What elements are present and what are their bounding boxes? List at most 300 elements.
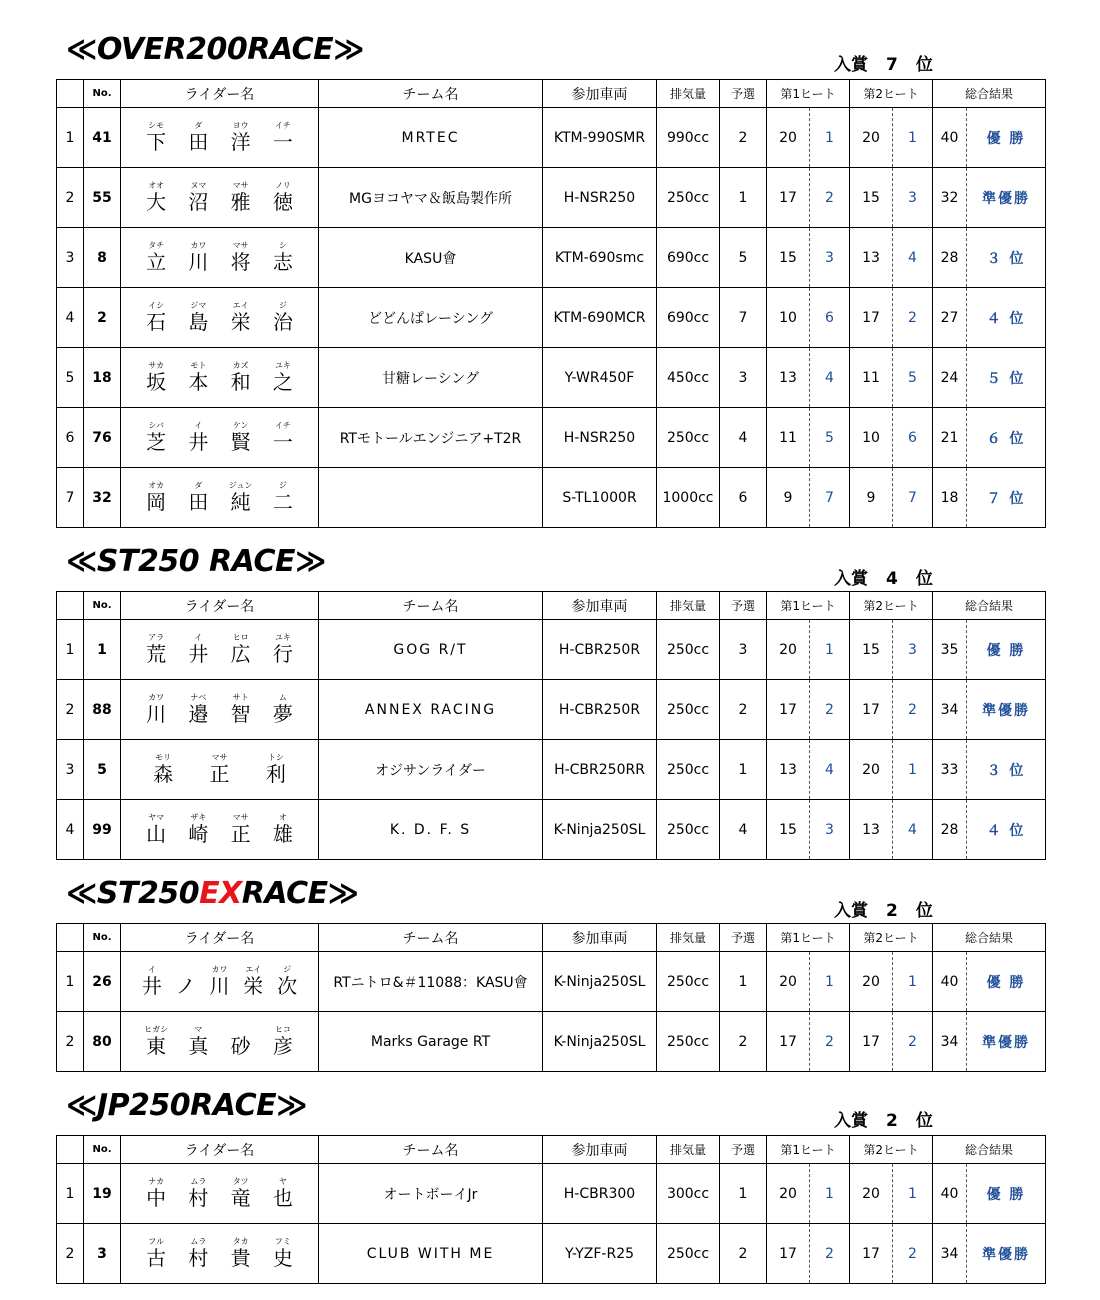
- header-qualify: 予選: [720, 924, 767, 952]
- rider-furigana: イ: [194, 421, 203, 430]
- rider-kanji: 井: [188, 430, 209, 454]
- displacement: 250cc: [657, 680, 720, 740]
- displacement: 450cc: [657, 348, 720, 408]
- table-row: [57, 740, 1046, 800]
- rider-number: 88: [84, 680, 121, 740]
- total-points: 34: [933, 680, 967, 740]
- rider-number: 18: [84, 348, 121, 408]
- race-title-text: ≪ST250 RACE≫: [66, 544, 326, 579]
- rider-furigana: ヤ: [278, 1177, 287, 1186]
- heat1-rank: 1: [810, 1164, 850, 1224]
- rider-kanji: 純: [230, 490, 251, 514]
- header-bike: 参加車両: [543, 80, 657, 108]
- displacement: 250cc: [657, 740, 720, 800]
- heat1-points: 17: [767, 680, 810, 740]
- heat1-points: 17: [767, 1012, 810, 1072]
- rider-kanji: 芝: [146, 430, 167, 454]
- rider-furigana: ナベ: [190, 693, 207, 702]
- rider-char: [148, 753, 178, 786]
- rider-name-chars: [121, 121, 318, 154]
- table-header-row: [57, 1136, 1046, 1164]
- total-points: 34: [933, 1012, 967, 1072]
- total-points: 40: [933, 952, 967, 1012]
- rider-furigana: イチ: [274, 421, 291, 430]
- rider-furigana: サカ: [148, 361, 165, 370]
- rider-char: [183, 301, 213, 334]
- qualify-position: 4: [720, 800, 767, 860]
- header-qualify: 予選: [720, 1136, 767, 1164]
- rider-name-chars: [121, 421, 318, 454]
- table-row: [57, 288, 1046, 348]
- rider-kanji: 賢: [230, 430, 251, 454]
- header-index: [57, 1136, 84, 1164]
- rider-kanji: 村: [188, 1186, 209, 1210]
- header-index: [57, 924, 84, 952]
- header-heat2: 第2ヒート: [850, 80, 933, 108]
- prize-part: 位: [915, 1111, 933, 1131]
- rider-kanji: 雅: [230, 190, 251, 214]
- displacement: 1000cc: [657, 468, 720, 528]
- rider-number: 8: [84, 228, 121, 288]
- rider-char: [141, 1237, 171, 1270]
- rider-name-chars: [121, 301, 318, 334]
- rider-kanji: 一: [272, 130, 293, 154]
- qualify-position: 1: [720, 168, 767, 228]
- rider-char: [141, 121, 171, 154]
- heat2-rank: 2: [893, 680, 933, 740]
- rider-furigana: ユキ: [274, 361, 291, 370]
- header-index: [57, 80, 84, 108]
- race-title-text: ≪JP250RACE≫: [66, 1088, 307, 1123]
- header-bike: 参加車両: [543, 592, 657, 620]
- rider-char: [226, 301, 256, 334]
- table-row: [57, 228, 1046, 288]
- rider-kanji: 下: [146, 130, 167, 154]
- prize-part: 2: [886, 1111, 898, 1131]
- header-team: チーム名: [319, 80, 543, 108]
- total-points: 28: [933, 228, 967, 288]
- rider-char: [183, 1237, 213, 1270]
- displacement: 250cc: [657, 952, 720, 1012]
- rider-kanji: 古: [146, 1246, 167, 1270]
- row-index: 3: [57, 228, 84, 288]
- rider-char: [183, 421, 213, 454]
- rider-char: [137, 965, 167, 998]
- rider-furigana: オカ: [148, 481, 164, 490]
- rider-furigana: マサ: [232, 241, 249, 250]
- rider-number: 1: [84, 620, 121, 680]
- rider-furigana: トシ: [267, 753, 284, 762]
- rider-furigana: カワ: [148, 693, 165, 702]
- overall-result: 優 勝: [967, 620, 1046, 680]
- rider-name-chars: [121, 1237, 318, 1270]
- rider-name-chars: [121, 1177, 318, 1210]
- rider-number: 55: [84, 168, 121, 228]
- rider-char: [183, 241, 213, 274]
- rider-number: 80: [84, 1012, 121, 1072]
- row-index: 7: [57, 468, 84, 528]
- overall-result: ７ 位: [967, 468, 1046, 528]
- rider-number: 5: [84, 740, 121, 800]
- heat2-points: 17: [850, 680, 893, 740]
- displacement: 690cc: [657, 288, 720, 348]
- rider-furigana: サト: [232, 693, 249, 702]
- table-row: [57, 1164, 1046, 1224]
- rider-name-chars: [121, 693, 318, 726]
- rider-char: [141, 361, 171, 394]
- race-title: [66, 544, 326, 579]
- race-title: [66, 32, 364, 67]
- rider-kanji: 村: [188, 1246, 209, 1270]
- rider-number: 41: [84, 108, 121, 168]
- rider-kanji: 夢: [272, 702, 293, 726]
- rider-furigana: フミ: [274, 1237, 291, 1246]
- rider-char: [141, 633, 171, 666]
- rider-name: [121, 740, 319, 800]
- rider-kanji: 志: [272, 250, 293, 274]
- rider-number: 32: [84, 468, 121, 528]
- rider-kanji: 川: [209, 974, 230, 998]
- heat2-points: 10: [850, 408, 893, 468]
- team-name: KASU會: [319, 228, 543, 288]
- rider-furigana: エイ: [232, 301, 249, 310]
- row-index: 2: [57, 1224, 84, 1284]
- results-table: [56, 1135, 1046, 1284]
- heat1-rank: 1: [810, 952, 850, 1012]
- heat1-rank: 2: [810, 680, 850, 740]
- rider-name: [121, 108, 319, 168]
- heat1-rank: 2: [810, 1012, 850, 1072]
- total-points: 28: [933, 800, 967, 860]
- rider-furigana: ジ: [278, 481, 287, 490]
- bike-model: KTM-690smc: [543, 228, 657, 288]
- bike-model: H-CBR250R: [543, 680, 657, 740]
- rider-furigana: シバ: [148, 421, 164, 430]
- rider-char: [226, 1177, 256, 1210]
- rider-furigana: オ: [278, 813, 287, 822]
- rider-name-chars: [121, 633, 318, 666]
- header-cc: 排気量: [657, 592, 720, 620]
- header-qualify: 予選: [720, 592, 767, 620]
- rider-kanji: 之: [272, 370, 293, 394]
- displacement: 250cc: [657, 408, 720, 468]
- rider-char: [183, 181, 213, 214]
- rider-name-chars: [121, 181, 318, 214]
- rider-furigana: マ: [194, 1025, 203, 1034]
- rider-kanji: 彦: [272, 1034, 293, 1058]
- header-qualify: 予選: [720, 80, 767, 108]
- rider-name: [121, 1164, 319, 1224]
- rider-furigana: イシ: [148, 301, 165, 310]
- rider-furigana: ムラ: [190, 1177, 207, 1186]
- prize-part: 位: [915, 901, 933, 921]
- heat1-points: 15: [767, 800, 810, 860]
- overall-result: ５ 位: [967, 348, 1046, 408]
- race-title-text-tail: RACE≫: [241, 876, 359, 911]
- bike-model: H-NSR250: [543, 408, 657, 468]
- rider-char: [268, 361, 298, 394]
- header-index: [57, 592, 84, 620]
- bike-model: H-CBR250RR: [543, 740, 657, 800]
- qualify-position: 3: [720, 620, 767, 680]
- rider-furigana: タチ: [148, 241, 165, 250]
- table-row: [57, 108, 1046, 168]
- rider-furigana: ム: [278, 693, 287, 702]
- rider-furigana: イ: [147, 965, 156, 974]
- prize-count: [834, 50, 933, 75]
- rider-furigana: マサ: [232, 813, 249, 822]
- prize-part: 7: [886, 55, 898, 75]
- overall-result: ３ 位: [967, 740, 1046, 800]
- heat1-points: 17: [767, 1224, 810, 1284]
- rider-char: [183, 1025, 213, 1058]
- race-title: [66, 1088, 307, 1123]
- prize-count: [834, 1106, 933, 1131]
- rider-furigana: カワ: [211, 965, 228, 974]
- displacement: 250cc: [657, 1224, 720, 1284]
- overall-result: 準優勝: [967, 680, 1046, 740]
- rider-kanji: 栄: [230, 310, 251, 334]
- table-row: [57, 800, 1046, 860]
- heat1-rank: 3: [810, 800, 850, 860]
- qualify-position: 1: [720, 952, 767, 1012]
- rider-furigana: ケン: [232, 421, 249, 430]
- overall-result: 優 勝: [967, 108, 1046, 168]
- rider-char: [183, 121, 213, 154]
- rider-number: 2: [84, 288, 121, 348]
- rider-char: [226, 813, 256, 846]
- prize-count: [834, 564, 933, 589]
- rider-furigana: フル: [148, 1237, 164, 1246]
- qualify-position: 7: [720, 288, 767, 348]
- rider-char: [141, 693, 171, 726]
- prize-part: 2: [886, 901, 898, 921]
- rider-char: [238, 965, 268, 998]
- rider-char: [171, 965, 201, 998]
- table-row: [57, 620, 1046, 680]
- rider-kanji: 川: [188, 250, 209, 274]
- bike-model: H-CBR250R: [543, 620, 657, 680]
- qualify-position: 3: [720, 348, 767, 408]
- rider-char: [141, 421, 171, 454]
- row-index: 6: [57, 408, 84, 468]
- rider-kanji: 徳: [272, 190, 293, 214]
- rider-furigana: ザキ: [190, 813, 207, 822]
- bike-model: K-Ninja250SL: [543, 1012, 657, 1072]
- rider-name: [121, 620, 319, 680]
- rider-name: [121, 952, 319, 1012]
- rider-char: [141, 481, 171, 514]
- total-points: 21: [933, 408, 967, 468]
- rider-kanji: 史: [272, 1246, 293, 1270]
- rider-furigana: イ: [194, 633, 203, 642]
- heat2-rank: 3: [893, 620, 933, 680]
- rider-kanji: 貴: [230, 1246, 251, 1270]
- total-points: 34: [933, 1224, 967, 1284]
- rider-char: [268, 1177, 298, 1210]
- heat2-rank: 1: [893, 740, 933, 800]
- qualify-position: 2: [720, 1224, 767, 1284]
- heat2-rank: 6: [893, 408, 933, 468]
- row-index: 1: [57, 1164, 84, 1224]
- table-header-row: [57, 592, 1046, 620]
- rider-furigana: エイ: [245, 965, 262, 974]
- header-overall: 総合結果: [933, 1136, 1046, 1164]
- rider-furigana: ヒガシ: [144, 1025, 169, 1034]
- rider-kanji: 大: [146, 190, 167, 214]
- rider-char: [268, 1237, 298, 1270]
- row-index: 2: [57, 1012, 84, 1072]
- rider-kanji: 森: [153, 762, 174, 786]
- rider-kanji: 竜: [230, 1186, 251, 1210]
- heat2-points: 17: [850, 1224, 893, 1284]
- total-points: 40: [933, 108, 967, 168]
- table-row: [57, 1224, 1046, 1284]
- rider-kanji: 栄: [243, 974, 264, 998]
- table-row: [57, 408, 1046, 468]
- heat1-points: 20: [767, 620, 810, 680]
- results-table: [56, 923, 1046, 1072]
- rider-char: [226, 241, 256, 274]
- rider-furigana: ムラ: [190, 1237, 207, 1246]
- heat2-rank: 1: [893, 108, 933, 168]
- rider-char: [204, 753, 234, 786]
- results-table: [56, 591, 1046, 860]
- rider-kanji: 立: [146, 250, 167, 274]
- header-heat2: 第2ヒート: [850, 1136, 933, 1164]
- heat1-rank: 1: [810, 620, 850, 680]
- table-header-row: [57, 80, 1046, 108]
- rider-char: [183, 813, 213, 846]
- rider-char: [268, 121, 298, 154]
- team-name: RTモトールエンジニア+T2R: [319, 408, 543, 468]
- rider-char: [261, 753, 291, 786]
- heat1-points: 9: [767, 468, 810, 528]
- team-name: どどんぱレーシング: [319, 288, 543, 348]
- rider-furigana: ヨウ: [232, 121, 249, 130]
- rider-kanji: 岡: [146, 490, 167, 514]
- row-index: 2: [57, 680, 84, 740]
- table-row: [57, 952, 1046, 1012]
- displacement: 250cc: [657, 800, 720, 860]
- qualify-position: 6: [720, 468, 767, 528]
- rider-number: 3: [84, 1224, 121, 1284]
- heat1-points: 15: [767, 228, 810, 288]
- rider-name: [121, 680, 319, 740]
- rider-char: [141, 301, 171, 334]
- total-points: 32: [933, 168, 967, 228]
- rider-kanji: 坂: [146, 370, 167, 394]
- displacement: 690cc: [657, 228, 720, 288]
- overall-result: ６ 位: [967, 408, 1046, 468]
- rider-furigana: ジ: [278, 301, 287, 310]
- rider-furigana: アラ: [148, 633, 165, 642]
- displacement: 250cc: [657, 620, 720, 680]
- heat1-points: 10: [767, 288, 810, 348]
- team-name: MRTEC: [319, 108, 543, 168]
- heat2-points: 11: [850, 348, 893, 408]
- rider-kanji: 雄: [272, 822, 293, 846]
- heat2-points: 17: [850, 288, 893, 348]
- bike-model: H-NSR250: [543, 168, 657, 228]
- heat2-rank: 3: [893, 168, 933, 228]
- header-team: チーム名: [319, 1136, 543, 1164]
- rider-number: 76: [84, 408, 121, 468]
- rider-kanji: 砂: [230, 1034, 251, 1058]
- rider-name: [121, 288, 319, 348]
- header-rider: ライダー名: [121, 592, 319, 620]
- rider-char: [204, 965, 234, 998]
- rider-name: [121, 1224, 319, 1284]
- heat1-rank: 7: [810, 468, 850, 528]
- bike-model: K-Ninja250SL: [543, 952, 657, 1012]
- header-heat1: 第1ヒート: [767, 1136, 850, 1164]
- total-points: 35: [933, 620, 967, 680]
- overall-result: 優 勝: [967, 1164, 1046, 1224]
- total-points: 33: [933, 740, 967, 800]
- rider-name: [121, 408, 319, 468]
- qualify-position: 2: [720, 108, 767, 168]
- team-name: K. D. F. S: [319, 800, 543, 860]
- rider-kanji: 本: [188, 370, 209, 394]
- team-name: Marks Garage RT: [319, 1012, 543, 1072]
- qualify-position: 2: [720, 1012, 767, 1072]
- heat2-rank: 1: [893, 1164, 933, 1224]
- header-rider: ライダー名: [121, 1136, 319, 1164]
- heat1-points: 11: [767, 408, 810, 468]
- heat2-points: 13: [850, 228, 893, 288]
- header-no: No.: [84, 924, 121, 952]
- header-cc: 排気量: [657, 1136, 720, 1164]
- heat2-points: 15: [850, 620, 893, 680]
- header-rider: ライダー名: [121, 924, 319, 952]
- header-bike: 参加車両: [543, 924, 657, 952]
- rider-kanji: 広: [230, 642, 251, 666]
- rider-kanji: 治: [272, 310, 293, 334]
- header-heat1: 第1ヒート: [767, 592, 850, 620]
- rider-name-chars: [121, 965, 318, 998]
- rider-char: [141, 181, 171, 214]
- rider-char: [226, 421, 256, 454]
- rider-char: [272, 965, 302, 998]
- rider-name: [121, 468, 319, 528]
- heat2-points: 13: [850, 800, 893, 860]
- heat1-rank: 5: [810, 408, 850, 468]
- header-overall: 総合結果: [933, 80, 1046, 108]
- table-row: [57, 468, 1046, 528]
- prize-part: 入賞: [834, 569, 868, 589]
- rider-kanji: 田: [188, 490, 209, 514]
- bike-model: KTM-690MCR: [543, 288, 657, 348]
- rider-name-chars: [121, 753, 318, 786]
- rider-kanji: 洋: [230, 130, 251, 154]
- rider-furigana: ダ: [194, 481, 203, 490]
- rider-char: [226, 121, 256, 154]
- displacement: 990cc: [657, 108, 720, 168]
- rider-char: [268, 1025, 298, 1058]
- rider-kanji: 沼: [188, 190, 209, 214]
- heat2-points: 20: [850, 108, 893, 168]
- header-cc: 排気量: [657, 80, 720, 108]
- rider-furigana: タカ: [232, 1237, 249, 1246]
- rider-char: [226, 693, 256, 726]
- rider-furigana: ノリ: [275, 181, 291, 190]
- rider-kanji: 荒: [146, 642, 167, 666]
- rider-kanji: 利: [265, 762, 286, 786]
- rider-char: [141, 241, 171, 274]
- rider-furigana: イチ: [274, 121, 291, 130]
- rider-name-chars: [121, 241, 318, 274]
